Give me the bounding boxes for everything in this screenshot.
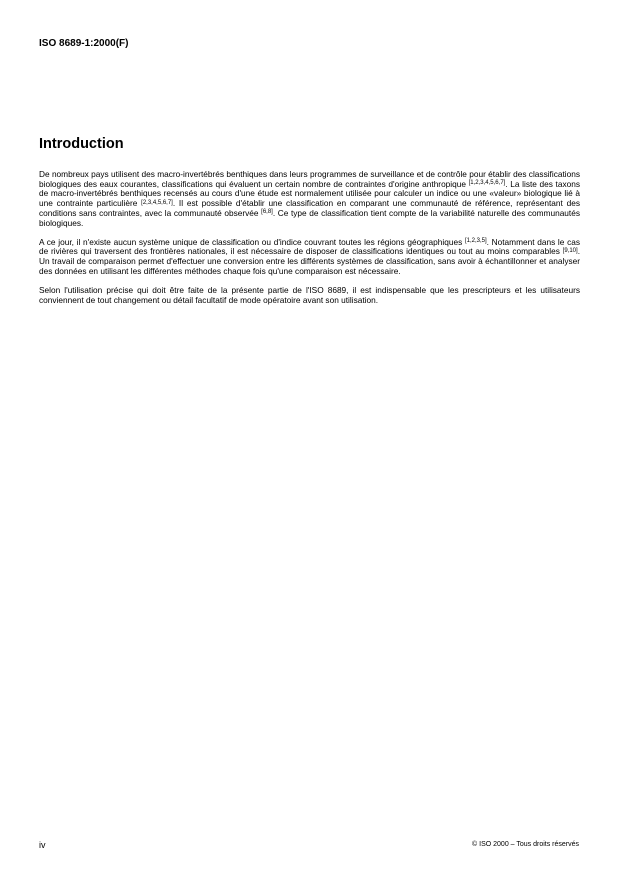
introduction-body [39,170,580,315]
paragraph-text: Selon l'utilisation précise qui doit être faite de la présente partie de l'ISO 8689, il est indispensable que les prescripteurs et les utilisateurs conviennent de tout changement ou détail facultatif de mode opératoire avant son utilisation. [39,285,580,305]
paragraph-text: De nombreux pays utilisent des macro-invertébrés benthiques dans leurs programmes de surveillance et de contrôle pour établir des classifications biologiques des eaux courantes, classifications qui évaluent un certain nombre de contraintes d'origine anthropique [39,169,580,189]
reference-citation: [1,2,3,5] [464,238,487,245]
paragraph-1 [39,170,580,228]
reference-citation: [2,3,4,5,6,7] [141,199,173,206]
paragraph-text: . Notamment dans le cas de rivières qui traversent des frontières nationales, il est nécessaire de disposer de classifications identiques ou tout au moins comparables [39,236,580,257]
reference-citation: [9,10] [562,248,578,255]
copyright-notice: © ISO 2000 – Tous droits réservés [472,841,579,848]
paragraph-text: . Ce type de classification tient compte de la variabilité naturelle des communautés biologiques. [39,207,580,228]
paragraph-2 [39,238,580,277]
page-number: iv [39,840,46,850]
document-header: ISO 8689-1:2000(F) [39,38,129,49]
paragraph-text: . Un travail de comparaison permet d'effectuer une conversion entre les différents systèmes de classification, sans avoir à échantillonner et analyser des données en utilisant les différentes méthodes chaque fois qu'une comparaison est nécessaire. [39,246,580,276]
paragraph-text: A ce jour, il n'existe aucun système unique de classification ou d'indice couvrant toutes les régions géographiques [39,236,465,247]
paragraph-text: . La liste des taxons de macro-invertébrés benthiques recensés au cours d'une étude est normalement utilisée pour calculer un indice ou une «valeur» biologique lié à une contrainte particulière [39,178,580,209]
section-title: Introduction [39,136,124,152]
paragraph-3 [39,286,580,305]
reference-citation: [1,2,3,4,5,6,7] [468,180,506,187]
paragraph-text: . Il est possible d'établir une classification en comparant une communauté de référence, représentant des conditions sans contraintes, avec la communauté observée [39,198,580,218]
reference-citation: [6,8] [261,209,273,216]
